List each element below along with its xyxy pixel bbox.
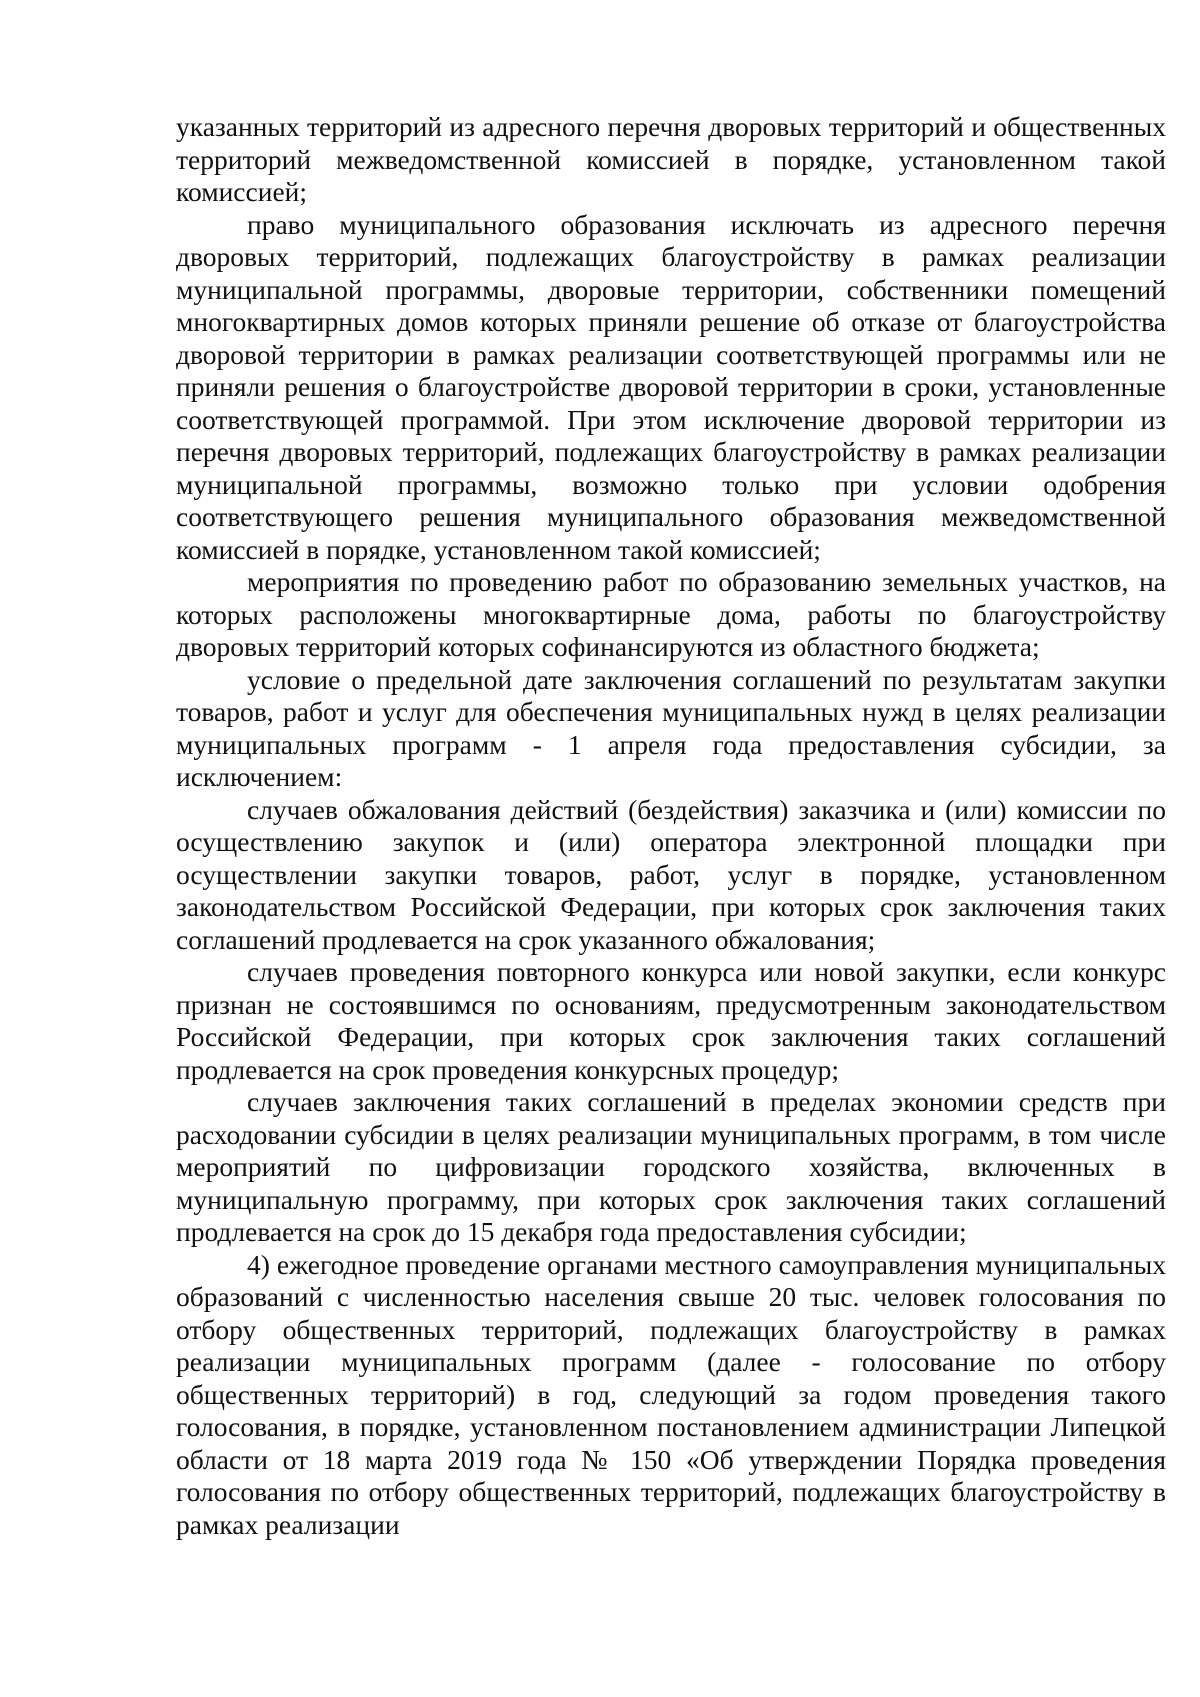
paragraph-6: случаев проведения повторного конкурса или новой закупки, если конкурс признан не состоявшимся по основаниям, предусмотренным законодательством Российской Федерации, при которых срок заключения таких соглашений продлевается на срок проведения конкурсных процедур; [176, 956, 1166, 1085]
paragraph-4: условие о предельной дате заключения соглашений по результатам закупки товаров, работ и услуг для обеспечения муниципальных нужд в целях реализации муниципальных программ - 1 апреля года предоставления субсидии, за исключением: [176, 663, 1166, 792]
paragraph-1: указанных территорий из адресного перечня дворовых территорий и общественных территорий межведомственной комиссией в порядке, установленном такой комиссией; [176, 111, 1166, 207]
paragraph-7: случаев заключения таких соглашений в пределах экономии средств при расходовании субсидии в целях реализации муниципальных программ, в том числе мероприятий по цифровизации городского хозяйства, включенных в муниципальную программу, при которых срок заключения таких соглашений продлевается на срок до 15 декабря года предоставления субсидии; [176, 1086, 1166, 1247]
paragraph-8: 4) ежегодное проведение органами местного самоуправления муниципальных образований с численностью населения свыше 20 тыс. человек голосования по отбору общественных территорий, подлежащих благоустройству в рамках реализации муниципальных программ (далее - голосование по отбору общественных территорий) в год, следующий за годом проведения такого голосования, в порядке, установленном постановлением администрации Липецкой области от 18 марта 2019 года № 150 «Об утверждении Порядка проведения голосования по отбору общественных территорий, подлежащих благоустройству в рамках реализации [176, 1248, 1166, 1540]
paragraph-3: мероприятия по проведению работ по образованию земельных участков, на которых расположены многоквартирные дома, работы по благоустройству дворовых территорий которых софинансируются из областного бюджета; [176, 566, 1166, 662]
paragraph-2: право муниципального образования исключать из адресного перечня дворовых территорий, подлежащих благоустройству в рамках реализации муниципальной программы, дворовые территории, собственники помещений многоквартирных домов которых приняли решение об отказе от благоустройства дворовой территории в рамках реализации соответствующей программы или не приняли решения о благоустройстве дворовой территории в сроки, установленные соответствующей программой. При этом исключение дворовой территории из перечня дворовых территорий, подлежащих благоустройству в рамках реализации муниципальной программы, возможно только при условии одобрения соответствующего решения муниципального образования межведомственной комиссией в порядке, установленном такой комиссией; [176, 208, 1166, 565]
paragraph-5: случаев обжалования действий (бездействия) заказчика и (или) комиссии по осуществлению закупок и (или) оператора электронной площадки при осуществлении закупки товаров, работ, услуг в порядке, установленном законодательством Российской Федерации, при которых срок заключения таких соглашений продлевается на срок указанного обжалования; [176, 793, 1166, 955]
document-body [176, 111, 1166, 1541]
